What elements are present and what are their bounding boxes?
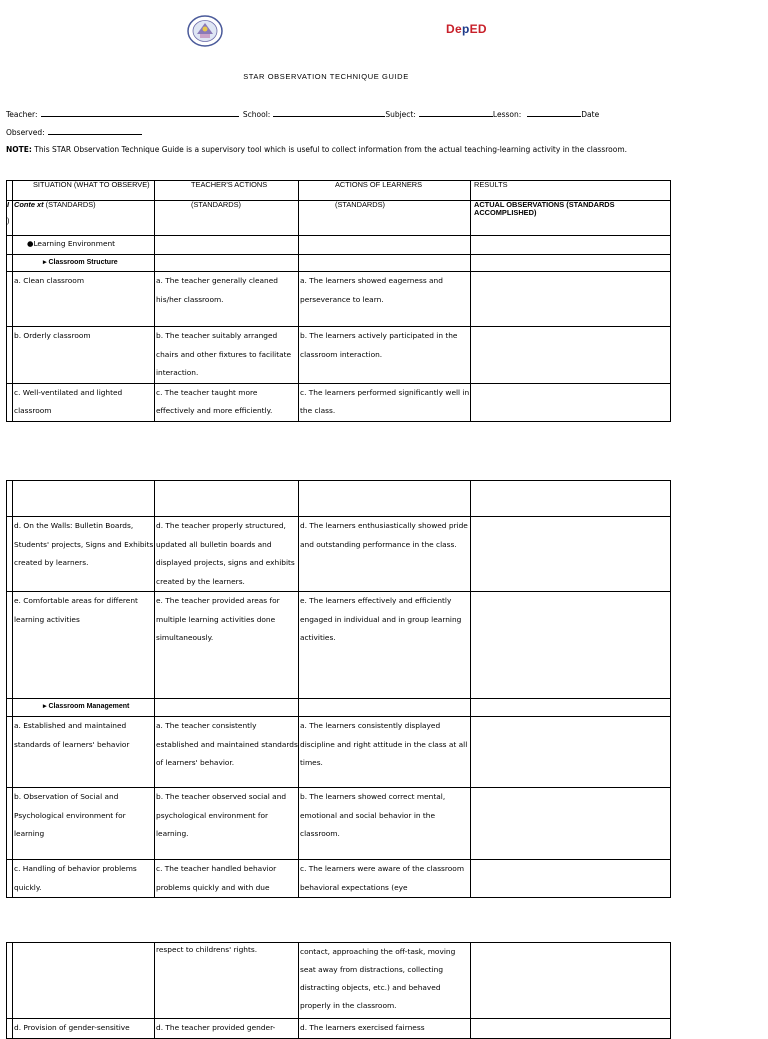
- learner-action-cell: d. The learners exercised fairness: [299, 1019, 471, 1039]
- table-row: [7, 327, 671, 384]
- teacher-action-cell: b. The teacher observed social and psychological environment for learning.: [155, 788, 299, 860]
- teacher-action-cell: a. The teacher generally cleaned his/her classroom.: [155, 272, 299, 327]
- subject-label: Subject:: [385, 110, 416, 119]
- learning-environment-label: ●Learning Environment: [13, 236, 155, 255]
- teacher-label: Teacher:: [6, 110, 38, 119]
- situation-cell: c. Handling of behavior problems quickly.: [13, 860, 155, 898]
- observation-table-part2: [6, 480, 671, 898]
- lesson-label: Lesson:: [492, 110, 522, 119]
- table-header-row: [7, 181, 671, 201]
- standards-3: (STANDARDS): [299, 201, 471, 236]
- situation-header: SITUATION (WHAT TO OBSERVE): [13, 181, 155, 201]
- table-row: [7, 1019, 671, 1039]
- result-cell[interactable]: [471, 517, 671, 592]
- result-cell[interactable]: [471, 788, 671, 860]
- teacher-field[interactable]: [41, 108, 239, 117]
- result-cell[interactable]: [471, 272, 671, 327]
- results-subheader: ACTUAL OBSERVATIONS (STANDARDS ACCOMPLISHED): [471, 201, 671, 236]
- situation-cell: b. Orderly classroom: [13, 327, 155, 384]
- school-label: School:: [242, 110, 271, 119]
- form-info-line: [6, 108, 599, 119]
- teacher-action-cell: respect to childrens' rights.: [155, 943, 299, 1019]
- note-text: This STAR Observation Technique Guide is a supervisory tool which is useful to collect information from the actual teaching-learning activity in the classroom.: [31, 145, 628, 154]
- situation-cell: c. Well-ventilated and lighted classroom: [13, 383, 155, 421]
- learner-action-cell: d. The learners enthusiastically showed pride and outstanding performance in the class.: [299, 517, 471, 592]
- classroom-management-label: ▸ Classroom Management: [13, 699, 155, 717]
- table-row: [7, 860, 671, 898]
- paren: ): [7, 216, 10, 225]
- observed-label: Observed:: [6, 128, 45, 137]
- context-label: Conte xt: [14, 200, 44, 209]
- standards-1: (STANDARDS): [43, 200, 96, 209]
- teacher-action-cell: b. The teacher suitably arranged chairs and other fixtures to facilitate interaction.: [155, 327, 299, 384]
- teacher-action-cell: d. The teacher provided gender-: [155, 1019, 299, 1039]
- result-cell[interactable]: [471, 943, 671, 1019]
- teacher-header: TEACHER'S ACTIONS: [155, 181, 299, 201]
- note-label: NOTE:: [6, 145, 32, 154]
- table-subheader-row: [7, 201, 671, 236]
- page-title: STAR OBSERVATION TECHNIQUE GUIDE: [243, 72, 409, 81]
- learner-action-cell: a. The learners consistently displayed discipline and right attitude in the class at all times.: [299, 717, 471, 788]
- standards-2: (STANDARDS): [155, 201, 299, 236]
- result-cell[interactable]: [471, 860, 671, 898]
- situation-cell: a. Established and maintained standards of learners' behavior: [13, 717, 155, 788]
- teacher-action-cell: e. The teacher provided areas for multiple learning activities done simultaneously.: [155, 592, 299, 699]
- table-row: [7, 272, 671, 327]
- section-row: [7, 255, 671, 272]
- observation-table-part1: [6, 180, 671, 422]
- deped-seal-logo: [186, 14, 224, 48]
- situation-cell: d. Provision of gender-sensitive: [13, 1019, 155, 1039]
- lesson-field[interactable]: [527, 108, 581, 117]
- learner-action-cell: b. The learners showed correct mental, emotional and social behavior in the classroom.: [299, 788, 471, 860]
- note: [6, 140, 666, 159]
- section-row: [7, 699, 671, 717]
- teacher-action-cell: a. The teacher consistently established and maintained standards of learners' behavior.: [155, 717, 299, 788]
- table-row: [7, 592, 671, 699]
- teacher-action-cell: c. The teacher handled behavior problems quickly and with due: [155, 860, 299, 898]
- result-cell[interactable]: [471, 383, 671, 421]
- classroom-structure-label: ▸ Classroom Structure: [13, 255, 155, 272]
- teacher-action-cell: d. The teacher properly structured, updated all bulletin boards and displayed projects, signs and exhibits created by the learners.: [155, 517, 299, 592]
- table-row: [7, 943, 671, 1019]
- learner-action-cell: c. The learners were aware of the classroom behavioral expectations (eye: [299, 860, 471, 898]
- deped-logo: DepED: [446, 22, 487, 36]
- learners-header: ACTIONS OF LEARNERS: [299, 181, 471, 201]
- school-field[interactable]: [273, 108, 385, 117]
- learner-action-cell: b. The learners actively participated in the classroom interaction.: [299, 327, 471, 384]
- learner-action-cell: a. The learners showed eagerness and perseverance to learn.: [299, 272, 471, 327]
- observed-field[interactable]: [48, 126, 142, 135]
- subject-field[interactable]: [419, 108, 493, 117]
- situation-cell: e. Comfortable areas for different learning activities: [13, 592, 155, 699]
- date-label: Date: [581, 110, 600, 119]
- results-header: RESULTS: [471, 181, 671, 201]
- result-cell[interactable]: [471, 327, 671, 384]
- learner-action-cell: contact, approaching the off-task, moving seat away from distractions, collecting distracting objects, etc.) and behaved properly in the classroom.: [299, 943, 471, 1019]
- table-row: [7, 517, 671, 592]
- section-row: [7, 236, 671, 255]
- teacher-action-cell: c. The teacher taught more effectively and more efficiently.: [155, 383, 299, 421]
- table-row: [7, 717, 671, 788]
- observed-line: [6, 126, 142, 137]
- result-cell[interactable]: [471, 717, 671, 788]
- observation-table-part3: [6, 942, 671, 1039]
- row-number: I: [7, 200, 10, 209]
- table-row: [7, 788, 671, 860]
- result-cell[interactable]: [471, 1019, 671, 1039]
- result-cell[interactable]: [471, 592, 671, 699]
- learner-action-cell: e. The learners effectively and efficiently engaged in individual and in group learning activities.: [299, 592, 471, 699]
- table-row: [7, 383, 671, 421]
- table-row: [7, 481, 671, 517]
- learner-action-cell: c. The learners performed significantly well in the class.: [299, 383, 471, 421]
- situation-cell: b. Observation of Social and Psychological environment for learning: [13, 788, 155, 860]
- situation-cell: d. On the Walls: Bulletin Boards, Students' projects, Signs and Exhibits created by learners.: [13, 517, 155, 592]
- situation-cell: a. Clean classroom: [13, 272, 155, 327]
